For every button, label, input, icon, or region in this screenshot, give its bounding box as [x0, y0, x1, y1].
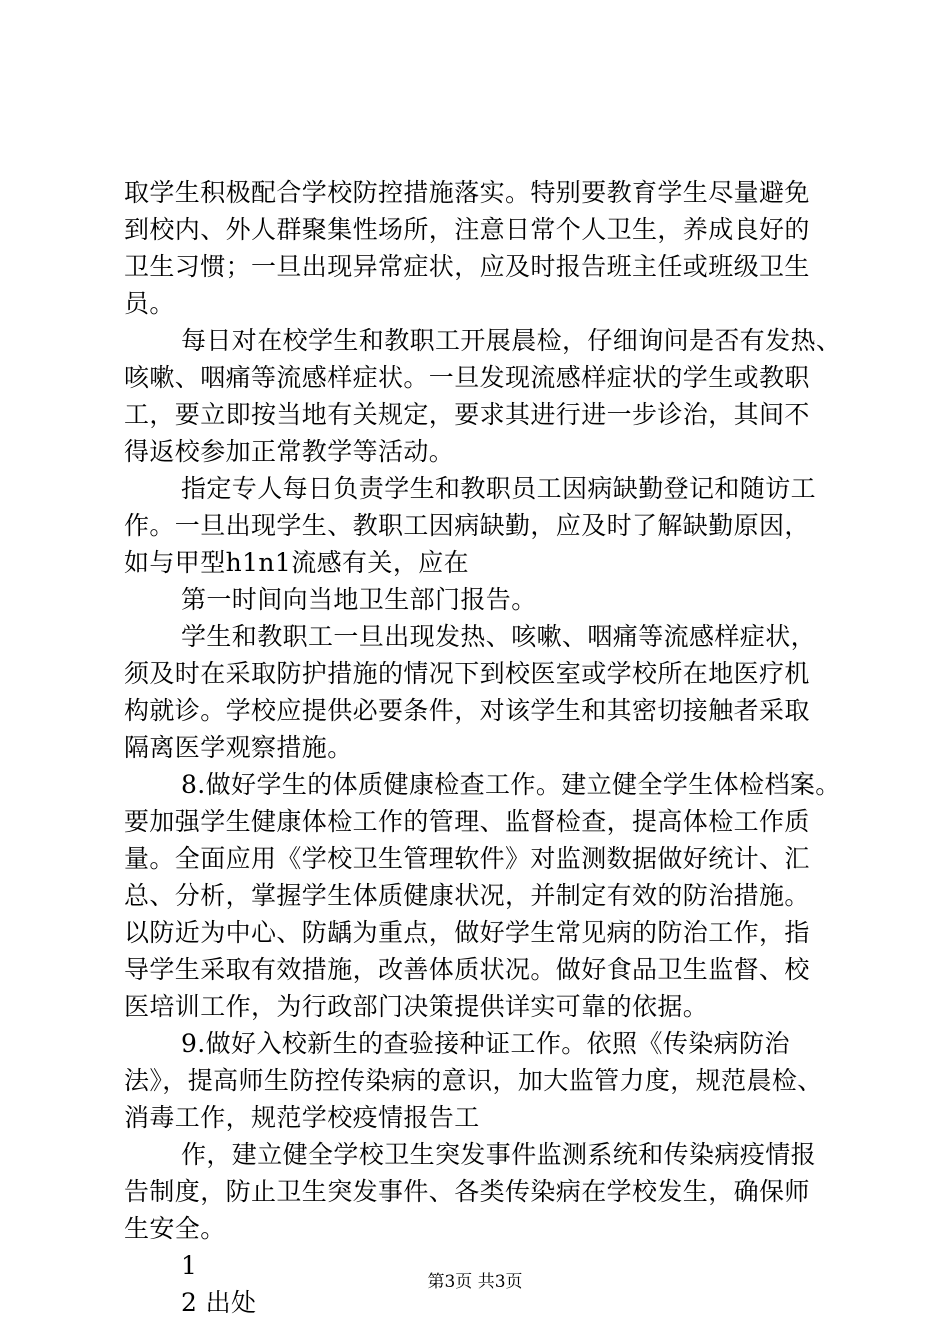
text-line: 要加强学生健康体检工作的管理、监督检查，提高体检工作质 — [124, 807, 810, 836]
text-line: 第一时间向当地卫生部门报告。 — [181, 585, 537, 614]
text-line: 每日对在校学生和教职工开展晨检，仔细询问是否有发热、 — [181, 326, 842, 355]
text-line: 总、分析，掌握学生体质健康状况，并制定有效的防治措施。 — [124, 881, 810, 910]
text-line: 取学生积极配合学校防控措施落实。特别要教育学生尽量避免 — [124, 178, 810, 207]
text-line: 咳嗽、咽痛等流感样症状。一旦发现流感样症状的学生或教职 — [124, 363, 810, 392]
text-line: 量。全面应用《学校卫生管理软件》对监测数据做好统计、汇 — [124, 844, 810, 873]
text-line: 卫生习惯；一旦出现异常症状，应及时报告班主任或班级卫生 — [124, 252, 810, 281]
text-line: 作。一旦出现学生、教职工因病缺勤，应及时了解缺勤原因， — [124, 511, 810, 540]
text-line: 消毒工作，规范学校疫情报告工 — [124, 1103, 480, 1132]
document-body — [124, 174, 864, 1321]
text-line: 作，建立健全学校卫生突发事件监测系统和传染病疫情报 — [181, 1140, 817, 1169]
text-line: 1 — [181, 1251, 198, 1280]
text-line: 构就诊。学校应提供必要条件，对该学生和其密切接触者采取 — [124, 696, 810, 725]
text-line: 员。 — [124, 289, 175, 318]
text-line: 得返校参加正常教学等活动。 — [124, 437, 455, 466]
text-line: 指定专人每日负责学生和教职员工因病缺勤登记和随访工 — [181, 474, 817, 503]
text-line: 生安全。 — [124, 1214, 226, 1243]
text-line: 导学生采取有效措施，改善体质状况。做好食品卫生监督、校 — [124, 955, 810, 984]
text-line: 医培训工作，为行政部门决策提供详实可靠的依据。 — [124, 992, 709, 1021]
text-line: 隔离医学观察措施。 — [124, 733, 353, 762]
text-line: 学生和教职工一旦出现发热、咳嗽、咽痛等流感样症状， — [181, 622, 817, 651]
text-line: 工，要立即按当地有关规定，要求其进行进一步诊治，其间不 — [124, 400, 810, 429]
text-line: 如与甲型h1n1流感有关，应在 — [124, 548, 470, 577]
text-line: 以防近为中心、防龋为重点，做好学生常见病的防治工作，指 — [124, 918, 810, 947]
page-footer: 第3页 共3页 — [427, 1272, 523, 1292]
text-line: 法》，提高师生防控传染病的意识，加大监管力度，规范晨检、 — [124, 1066, 823, 1095]
text-line: 告制度，防止卫生突发事件、各类传染病在学校发生，确保师 — [124, 1177, 810, 1206]
text-line: 8.做好学生的体质健康检查工作。建立健全学生体检档案。 — [181, 770, 841, 799]
text-line: 到校内、外人群聚集性场所，注意日常个人卫生，养成良好的 — [124, 215, 810, 244]
text-line: 2 出处 — [181, 1288, 257, 1317]
text-line: 9.做好入校新生的查验接种证工作。依照《传染病防治 — [181, 1029, 790, 1058]
text-line: 须及时在采取防护措施的情况下到校医室或学校所在地医疗机 — [124, 659, 810, 688]
